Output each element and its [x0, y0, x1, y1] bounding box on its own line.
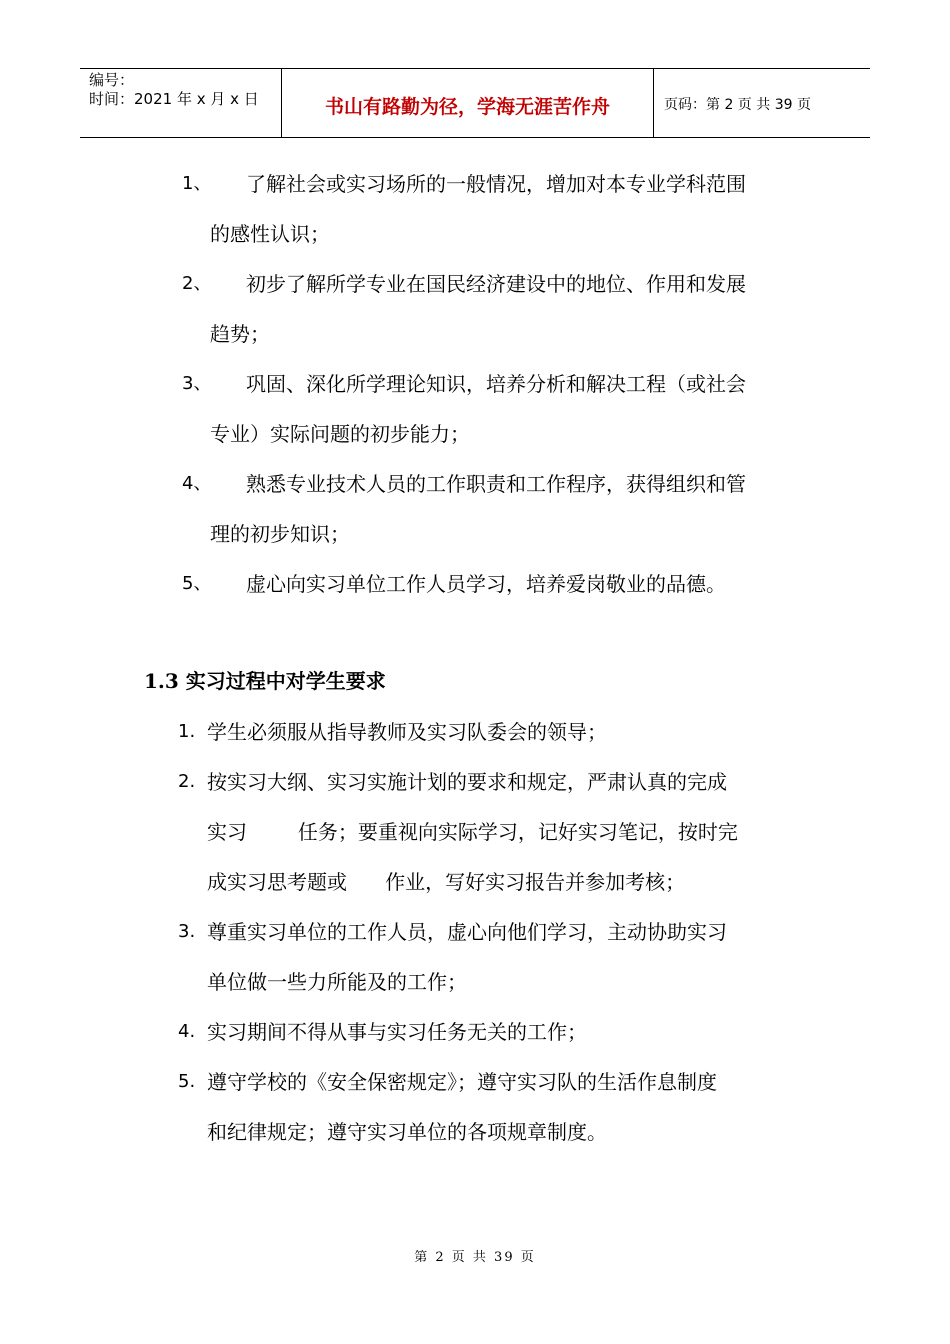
- page-footer: 第 2 页 共 39 页: [414, 1250, 536, 1265]
- list-item-number: 2.: [178, 771, 196, 792]
- header-meta: [80, 69, 282, 137]
- list-item-line: 和纪律规定；遵守实习单位的各项规章制度。: [207, 1120, 607, 1144]
- page-header: [80, 68, 870, 138]
- list-item-line: 实习 任务；要重视向实际学习，记好实习笔记，按时完: [207, 820, 738, 844]
- list-item-line: 实习期间不得从事与实习任务无关的工作；: [207, 1020, 587, 1044]
- list-item-line: 趋势；: [210, 322, 270, 346]
- list-item-number: 5.: [178, 1071, 196, 1092]
- list-item-line: 学生必须服从指导教师及实习队委会的领导；: [207, 720, 607, 744]
- list-item-number: 4.: [178, 1021, 196, 1042]
- header-motto: 书山有路勤为径，学海无涯苦作舟: [282, 69, 654, 137]
- list-item-line: 熟悉专业技术人员的工作职责和工作程序，获得组织和管: [246, 472, 746, 496]
- list-item-line: 专业）实际问题的初步能力；: [210, 422, 470, 446]
- list-item-line: 单位做一些力所能及的工作；: [207, 970, 467, 994]
- list-item-number: 1.: [178, 721, 196, 742]
- list-item-number: 5、: [182, 573, 212, 594]
- list-item-line: 巩固、深化所学理论知识，培养分析和解决工程（或社会: [246, 372, 746, 396]
- section-heading: 1.3 实习过程中对学生要求: [144, 669, 386, 693]
- list-item-number: 1、: [182, 173, 212, 194]
- list-item-line: 的感性认识；: [210, 222, 330, 246]
- list-item-line: 尊重实习单位的工作人员，虚心向他们学习，主动协助实习: [207, 920, 727, 944]
- list-item-line: 初步了解所学专业在国民经济建设中的地位、作用和发展: [246, 272, 746, 296]
- code-label: 编号：: [89, 71, 135, 89]
- list-item-line: 遵守学校的《安全保密规定》；遵守实习队的生活作息制度: [207, 1070, 717, 1094]
- list-item-line: 理的初步知识；: [210, 522, 350, 546]
- list-item-number: 4、: [182, 473, 212, 494]
- list-item-line: 按实习大纲、实习实施计划的要求和规定，严肃认真的完成: [207, 770, 727, 794]
- list-item-number: 3.: [178, 921, 196, 942]
- list-item-line: 虚心向实习单位工作人员学习，培养爱岗敬业的品德。: [246, 572, 726, 596]
- header-page-info: 页码：第 2 页 共 39 页: [664, 97, 811, 113]
- list-item-number: 3、: [182, 373, 212, 394]
- time-label: 时间：2021 年 x 月 x 日: [89, 90, 259, 108]
- list-item-number: 2、: [182, 273, 212, 294]
- list-item-line: 成实习思考题或 作业，写好实习报告并参加考核；: [207, 870, 686, 894]
- list-item-line: 了解社会或实习场所的一般情况，增加对本专业学科范围: [246, 172, 746, 196]
